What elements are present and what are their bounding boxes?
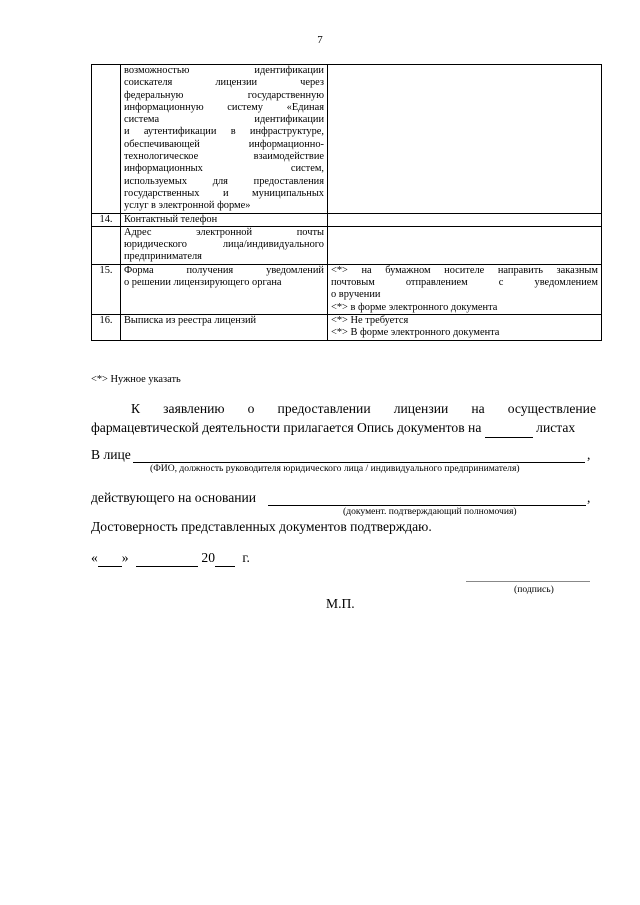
row-label: Форма получения уведомлений о решении лицензирующего органа — [121, 264, 328, 314]
page-number: 7 — [317, 34, 323, 46]
table-row — [92, 264, 602, 314]
basis-caption: (документ. подтверждающий полномочия) — [343, 506, 517, 517]
row-label: Выписка из реестра лицензий — [121, 314, 328, 340]
row-value: <*> на бумажном носителе направить заказным почтовым отправлением с уведомлением о вручении <*> в форме электронного документа — [328, 264, 602, 314]
attachment-line-2: фармацевтической деятельности прилагается Опись документов на листах — [91, 420, 575, 435]
basis-comma: , — [587, 490, 591, 505]
row-number — [92, 226, 121, 264]
attachment-statement — [91, 399, 596, 438]
row-label: Адрес электронной почты юридического лица/индивидуального предпринимателя — [121, 226, 328, 264]
representative-caption: (ФИО, должность руководителя юридического лица / индивидуального предпринимателя) — [150, 463, 520, 474]
basis-line: действующего на основании — [91, 490, 257, 505]
row-value: <*> Не требуется <*> В форме электронного документа — [328, 314, 602, 340]
date-year-field[interactable] — [215, 550, 235, 567]
signature-caption: (подпись) — [514, 584, 554, 595]
table-row — [92, 65, 602, 214]
application-table — [91, 64, 602, 341]
row-label: Контактный телефон — [121, 213, 328, 226]
page-count-field[interactable] — [485, 418, 533, 438]
table-row — [92, 314, 602, 340]
row-number — [92, 65, 121, 214]
table-row — [92, 213, 602, 226]
date-day-field[interactable] — [98, 550, 122, 567]
row-label: возможностью идентификации соискателя лицензии через федеральную государственную информационную систему «Единая система идентификации и аутентификации в инфраструктуре, обеспечивающей информационно- технологическое взаимодействие информационных систем, используемых для предоставления государственных и муниципальных услуг в электронной форме» — [121, 65, 328, 214]
row-value — [328, 65, 602, 214]
row-value — [328, 213, 602, 226]
representative-comma: , — [587, 447, 591, 462]
row-number: 15. — [92, 264, 121, 314]
row-value — [328, 226, 602, 264]
row-number: 16. — [92, 314, 121, 340]
confirmation-text: Достоверность представленных документов подтверждаю. — [91, 519, 432, 534]
row-number: 14. — [92, 213, 121, 226]
table-row — [92, 226, 602, 264]
representative-line: В лице — [91, 447, 131, 462]
date-month-field[interactable] — [136, 550, 198, 567]
signature-field[interactable] — [466, 581, 590, 582]
footnote: <*> Нужное указать — [91, 374, 181, 385]
attachment-line-1: К заявлению о предоставлении лицензии на осуществление — [131, 401, 596, 416]
seal-mark: М.П. — [326, 596, 355, 611]
date-line: « » 20 г. — [91, 550, 250, 565]
